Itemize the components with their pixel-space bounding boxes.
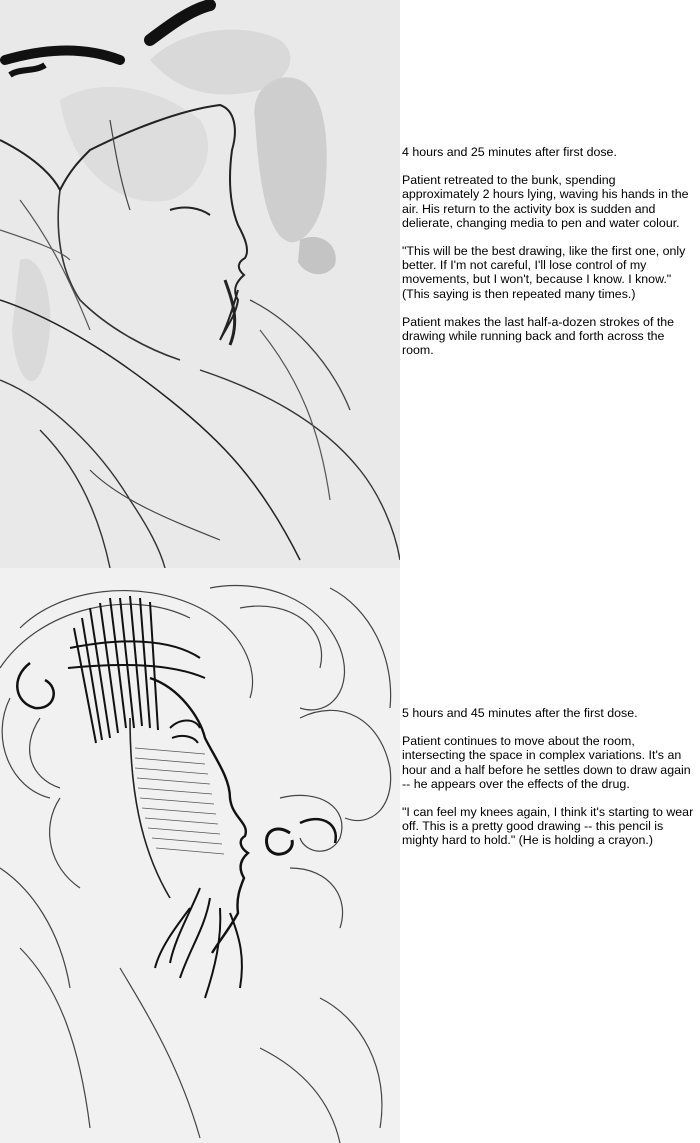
- entry-timestamp: 4 hours and 25 minutes after first dose.: [402, 145, 617, 159]
- entry-paragraph: Patient continues to move about the room, intersecting the space in complex variations. It's an hour and a half before he settles down to draw again -- he appears over the effects of the drug.: [402, 734, 691, 791]
- crayon-portrait-svg: [0, 568, 400, 1143]
- entry-caption-1: [402, 145, 696, 357]
- watercolour-portrait-drawing: [0, 0, 400, 568]
- entry-paragraph: Patient retreated to the bunk, spending approximately 2 hours lying, waving his hands in the air. His return to the activity box is sudden and delierate, changing media to pen and water colour.: [402, 173, 689, 230]
- crayon-portrait-drawing: [0, 568, 400, 1143]
- entry-panel-2: [0, 568, 700, 1143]
- entry-panel-1: [0, 0, 700, 568]
- entry-timestamp: 5 hours and 45 minutes after the first dose.: [402, 706, 638, 720]
- entry-paragraph: "I can feel my knees again, I think it's starting to wear off. This is a pretty good drawing -- this pencil is mighty hard to hold." (He is holding a crayon.): [402, 805, 694, 848]
- entry-paragraph: "This will be the best drawing, like the first one, only better. If I'm not careful, I'll lose control of my movements, but I won't, because I know. I know." (This saying is then repeated many times.): [402, 244, 686, 301]
- entry-paragraph: Patient makes the last half-a-dozen strokes of the drawing while running back and forth across the room.: [402, 314, 675, 358]
- entry-caption-2: [402, 706, 696, 848]
- watercolour-portrait-svg: [0, 0, 400, 568]
